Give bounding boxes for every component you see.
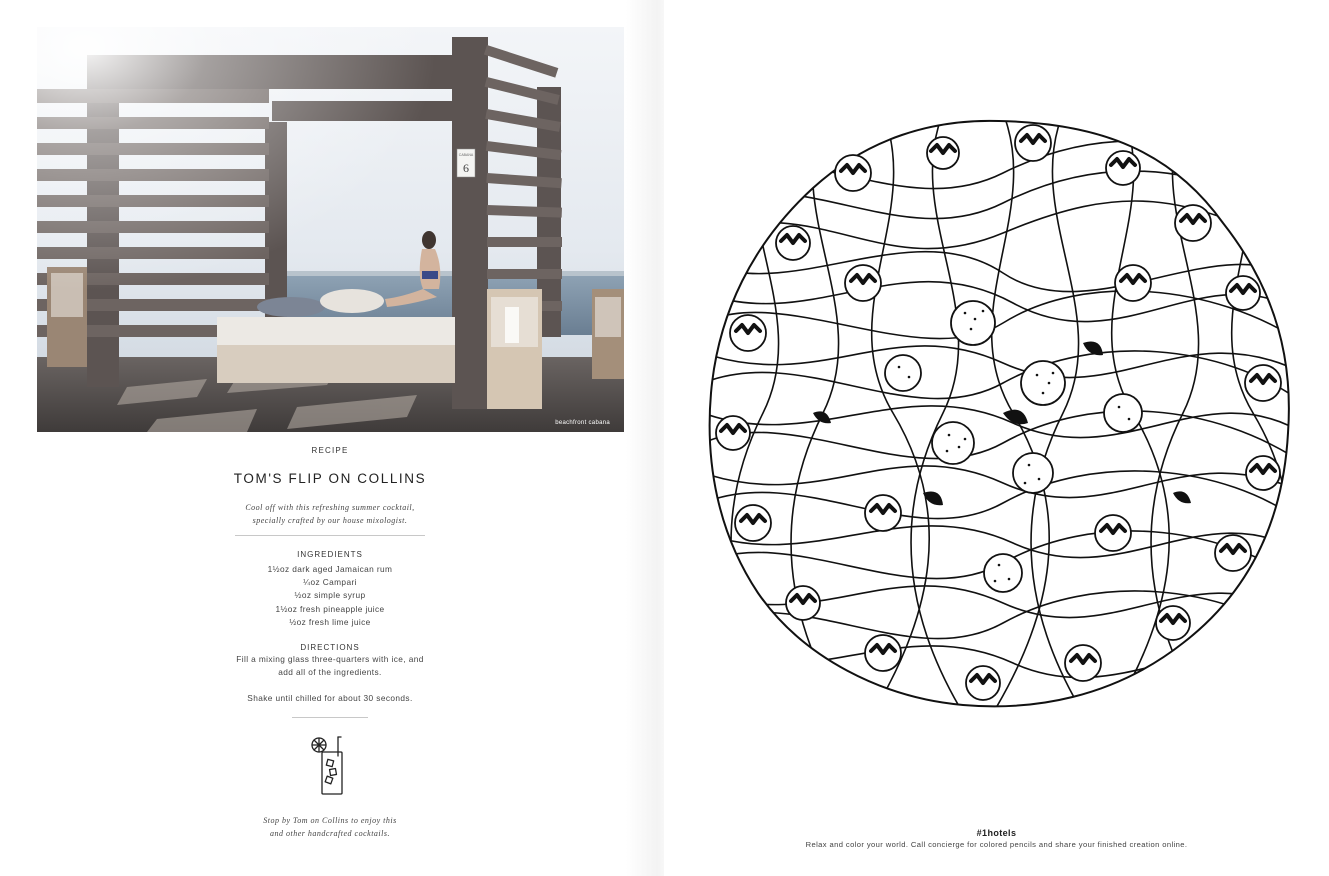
ingredient-item: 1½oz fresh pineapple juice [275, 603, 385, 614]
ingredient-item: ¼oz Campari [303, 577, 357, 588]
coloring-caption: Relax and color your world. Call concierge for colored pencils and share your finished creation online. [805, 840, 1188, 849]
recipe-intro-line: Cool off with this refreshing summer cocktail, [245, 503, 415, 512]
divider [235, 535, 425, 536]
cabana-photo [37, 27, 624, 432]
ingredient-item: ½oz fresh lime juice [289, 616, 371, 627]
ingredients-list [230, 563, 430, 629]
hashtag: #1hotels [976, 828, 1017, 838]
cabana-photo-illustration [37, 27, 624, 432]
left-page [0, 0, 664, 876]
ingredients-heading: INGREDIENTS [297, 550, 363, 559]
ingredient-item: 1½oz dark aged Jamaican rum [267, 564, 393, 574]
recipe-outro [230, 814, 430, 840]
photo-caption: beachfront cabana [555, 420, 610, 426]
cocktail-glass-icon [310, 736, 350, 796]
directions-heading: DIRECTIONS [300, 643, 360, 653]
direction-step: Shake until chilled for about 30 seconds. [247, 693, 413, 704]
recipe-block [230, 446, 430, 840]
mandala-coloring-illustration [703, 113, 1295, 713]
direction-step: Fill a mixing glass three-quarters with ice, and add all of the ingredients. [236, 654, 424, 678]
directions-text [230, 653, 430, 706]
recipe-title: TOM'S FLIP ON COLLINS [233, 471, 427, 486]
recipe-intro [230, 501, 430, 527]
coloring-footer [664, 828, 1329, 849]
ingredient-item: ½oz simple syrup [294, 590, 366, 601]
recipe-outro-line: Stop by Tom on Collins to enjoy this [263, 815, 397, 825]
divider [292, 717, 368, 718]
recipe-outro-line: and other handcrafted cocktails. [270, 828, 390, 838]
recipe-intro-line: specially crafted by our house mixologist. [252, 516, 408, 525]
recipe-kicker: RECIPE [311, 446, 349, 455]
